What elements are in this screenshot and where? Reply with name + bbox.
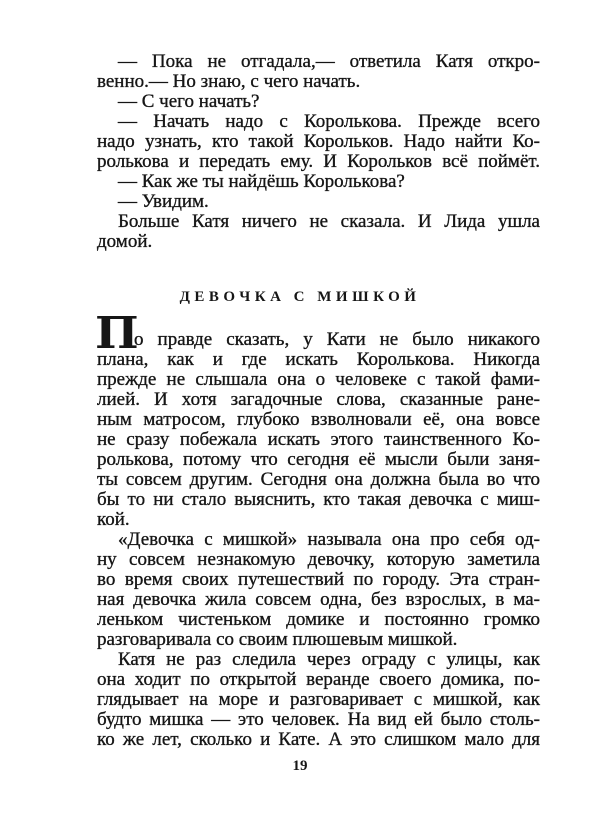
text-line: о правде сказать, у Кати не было никакого: [134, 329, 540, 350]
text-line: ко же лет, сколько и Кате. А это слишком мало для: [97, 729, 540, 750]
text-line: прежде не слышала она о человеке с такой фами-: [97, 369, 540, 390]
text-line: во время своих путешествий по городу. Эта стран-: [97, 569, 540, 590]
text-line: будто мишка — это человек. На вид ей было столь-: [97, 709, 540, 730]
chapter-title: ДЕВОЧКА С МИШКОЙ: [179, 289, 421, 305]
text-line: Больше Катя ничего не сказала. И Лида ушла: [118, 211, 540, 232]
text-line: глядывает на море и разговаривает с мишкой, как: [97, 689, 540, 710]
text-line: лией. И хотя загадочные слова, сказанные ране-: [97, 389, 540, 410]
text-line: — Увидим.: [118, 191, 209, 212]
text-line: бы то ни стало выяснить, кто такая девочка с миш-: [97, 489, 540, 510]
text-line: — Пока не отгадала,— ответила Катя откро-: [118, 51, 540, 72]
text-line: разговаривала со своим плюшевым мишкой.: [97, 629, 458, 650]
text-line: плана, как и где искать Королькова. Никогда: [97, 349, 540, 370]
text-line: «Девочка с мишкой» называла она про себя од-: [118, 529, 540, 550]
text-line: венно.— Но знаю, с чего начать.: [97, 71, 361, 92]
text-line: она ходит по открытой веранде своего домика, по-: [97, 669, 540, 690]
text-line: ты совсем другим. Сегодня она должна была во что: [97, 469, 540, 490]
text-line: ну совсем незнакомую девочку, которую заметила: [97, 549, 540, 570]
text-line: не сразу побежала искать этого таинственного Ко-: [97, 429, 540, 450]
text-line: ролькова и передать ему. И Корольков всё поймёт.: [97, 151, 540, 172]
text-line: надо узнать, кто такой Корольков. Надо найти Ко-: [97, 131, 540, 152]
text-line: — С чего начать?: [118, 91, 260, 112]
text-line: — Начать надо с Королькова. Прежде всего: [118, 111, 540, 132]
text-line: ролькова, потому что сегодня её мысли были заня-: [97, 449, 540, 470]
text-line: Катя не раз следила через ограду с улицы, как: [118, 649, 540, 670]
text-line: ная девочка жила совсем одна, без взрослых, в ма-: [97, 589, 540, 610]
text-line: домой.: [97, 231, 153, 252]
page-number: 19: [292, 758, 308, 774]
text-line: ным матросом, глубоко взволновали её, она вовсе: [97, 409, 540, 430]
drop-cap: П: [94, 308, 139, 359]
text-line: кой.: [97, 509, 130, 530]
text-line: — Как же ты найдёшь Королькова?: [118, 171, 405, 192]
text-line: леньком чистеньком домике и постоянно громко: [97, 609, 540, 630]
